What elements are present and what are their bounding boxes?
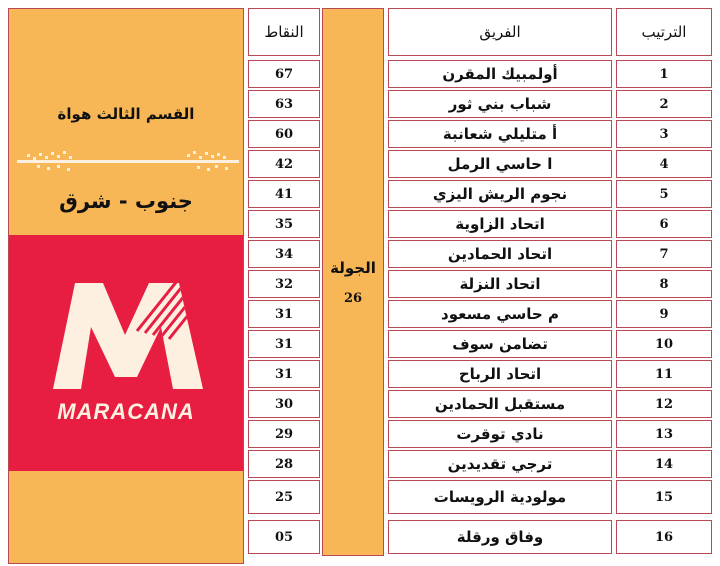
points-cell: 29 xyxy=(248,420,320,448)
rank-cell: 4 xyxy=(616,150,712,178)
brand-name: MARACANA xyxy=(57,399,195,424)
rank-cell: 7 xyxy=(616,240,712,268)
points-cell: 63 xyxy=(248,90,320,118)
rank-cell: 16 xyxy=(616,520,712,554)
points-cell: 05 xyxy=(248,520,320,554)
points-cell: 31 xyxy=(248,330,320,358)
team-cell: تضامن سوف xyxy=(388,330,612,358)
rank-cell: 14 xyxy=(616,450,712,478)
rank-cell: 6 xyxy=(616,210,712,238)
rank-cell: 2 xyxy=(616,90,712,118)
round-number: 26 xyxy=(343,290,363,306)
rank-cell: 3 xyxy=(616,120,712,148)
team-cell: نادي توقرت xyxy=(388,420,612,448)
round-label: الجولة xyxy=(330,258,376,277)
rank-cell: 12 xyxy=(616,390,712,418)
points-cell: 42 xyxy=(248,150,320,178)
rank-cell: 8 xyxy=(616,270,712,298)
team-cell: أ متليلي شعانبة xyxy=(388,120,612,148)
info-panel xyxy=(8,8,244,564)
rank-cell: 9 xyxy=(616,300,712,328)
team-cell: اتحاد الحمادين xyxy=(388,240,612,268)
brand-box xyxy=(9,235,243,471)
points-cell: 67 xyxy=(248,60,320,88)
team-cell: وفاق ورقلة xyxy=(388,520,612,554)
team-cell: نجوم الريش اليزي xyxy=(388,180,612,208)
team-cell: م حاسي مسعود xyxy=(388,300,612,328)
points-cell: 35 xyxy=(248,210,320,238)
points-cell: 60 xyxy=(248,120,320,148)
rank-cell: 10 xyxy=(616,330,712,358)
header-points: النقاط xyxy=(248,8,320,56)
points-cell: 32 xyxy=(248,270,320,298)
points-cell: 25 xyxy=(248,480,320,514)
rank-cell: 1 xyxy=(616,60,712,88)
rank-cell: 13 xyxy=(616,420,712,448)
team-cell: اتحاد النزلة xyxy=(388,270,612,298)
team-cell: اتحاد الرباح xyxy=(388,360,612,388)
rank-cell: 5 xyxy=(616,180,712,208)
points-cell: 28 xyxy=(248,450,320,478)
points-cell: 31 xyxy=(248,360,320,388)
team-cell: مولودية الرويسات xyxy=(388,480,612,514)
header-rank: الترتيب xyxy=(616,8,712,56)
division-title: القسم الثالث هواة xyxy=(57,105,195,123)
decorative-pattern xyxy=(17,147,239,175)
team-cell: أولمبيك المقرن xyxy=(388,60,612,88)
points-cell: 34 xyxy=(248,240,320,268)
points-cell: 41 xyxy=(248,180,320,208)
team-cell: ترجي تقديدين xyxy=(388,450,612,478)
header-team: الفريق xyxy=(388,8,612,56)
brand-logo-icon xyxy=(45,271,209,391)
points-cell: 30 xyxy=(248,390,320,418)
group-title: جنوب - شرق xyxy=(59,189,193,213)
team-cell: شباب بني ثور xyxy=(388,90,612,118)
round-column xyxy=(322,8,384,556)
rank-cell: 15 xyxy=(616,480,712,514)
team-cell: اتحاد الزاوية xyxy=(388,210,612,238)
team-cell: مستقبل الحمادين xyxy=(388,390,612,418)
rank-cell: 11 xyxy=(616,360,712,388)
team-cell: ا حاسي الرمل xyxy=(388,150,612,178)
points-cell: 31 xyxy=(248,300,320,328)
